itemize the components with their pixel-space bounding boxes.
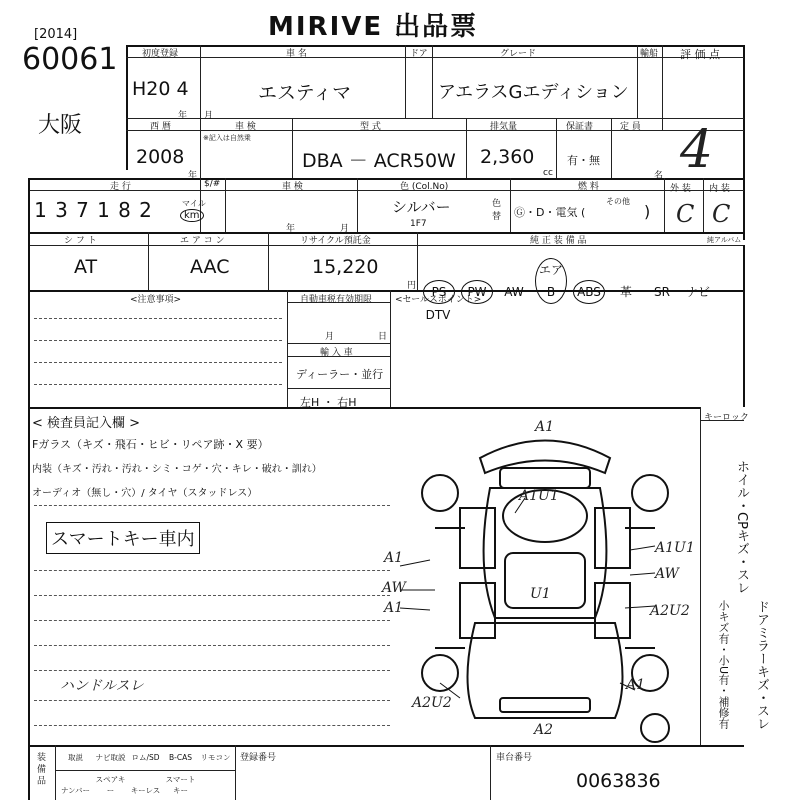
score-label: 評 価 点	[680, 48, 720, 61]
key-lock-label: キーロック	[704, 413, 749, 423]
mileage-digits	[30, 198, 156, 222]
damage-mark-9: U1	[530, 586, 551, 602]
recycle-value: 15,220	[312, 256, 379, 278]
equipment-label: 純 正 装 備 品	[530, 236, 587, 246]
car-name-label: 車 名	[286, 49, 307, 59]
damage-mark-10: A2U2	[412, 695, 452, 711]
reg-no-label: 登録番号	[240, 753, 277, 763]
interior-line: 内装（キズ・汚れ・汚れ・シミ・コゲ・穴・キレ・破れ・訓れ）	[32, 464, 322, 475]
exterior-label: 外 装	[670, 184, 691, 194]
warranty-value: 有・無	[567, 154, 600, 167]
attachment-item: ナンバー	[60, 786, 91, 795]
spare-label: 輸船	[640, 49, 659, 59]
displacement-label: 排気量	[490, 122, 518, 132]
fuel-label: 燃 料	[578, 182, 599, 192]
chassis-number: 0063836	[576, 770, 661, 792]
equipment-item: AW	[504, 285, 524, 299]
capacity-unit: 名	[654, 171, 664, 181]
equipment-item: 革	[619, 285, 632, 299]
auction-location: 大阪	[38, 113, 83, 138]
damage-mark-1: A1	[535, 419, 555, 435]
damage-mark-11: A1	[626, 677, 646, 693]
inspector-title: < 検査員記入欄 >	[32, 416, 141, 431]
caution-label: <注意事項>	[130, 295, 182, 305]
year-unit-2: 年	[188, 171, 198, 181]
mileage-digit: 2	[139, 198, 152, 222]
mileage-digit: 1	[34, 198, 47, 222]
shaken-label-2: 車 検	[282, 182, 303, 192]
score-handwritten: 4	[680, 120, 714, 180]
year-unit-3: 年	[286, 224, 296, 234]
equipment-item: SR	[654, 285, 670, 299]
auto-tax-label: 自動車税有効期限	[300, 295, 373, 305]
repair-note: 小キズ有・小U有・補修有	[717, 600, 730, 730]
km-unit: km	[180, 209, 204, 222]
mileage-digit: 1	[97, 198, 110, 222]
dealer-option: ディーラー・並行	[296, 368, 384, 381]
damage-mark-8: A2U2	[650, 603, 690, 619]
attachment-item: 取説	[68, 753, 83, 762]
cc-unit: cc	[543, 168, 553, 178]
mileage-digit: 7	[76, 198, 89, 222]
seireki-label: 西 暦	[150, 122, 171, 132]
recycle-label: リサイクル預託金	[300, 236, 371, 246]
aircon-value: AAC	[190, 256, 230, 278]
model-label: 型 式	[360, 122, 381, 132]
first-reg-label: 初度登録	[142, 49, 179, 59]
seireki-value: 2008	[136, 146, 185, 168]
attachment-item: B-CAS	[169, 753, 192, 762]
fuel-other: その他	[606, 197, 630, 206]
color-value: シルバー	[392, 198, 451, 216]
shift-value: AT	[74, 256, 98, 278]
damage-mark-7: AW	[655, 566, 679, 582]
tax-day-unit: 日	[378, 332, 388, 342]
model-value: DBA － ACR50W	[302, 150, 456, 172]
audio-line: オーディオ（無し・穴）/ タイヤ（スタッドレス）	[32, 488, 258, 499]
attachment-item: スペアキー	[95, 775, 126, 795]
year-unit: 年	[178, 111, 188, 121]
steering-option: 左H ・ 右H	[300, 396, 357, 409]
interior-label: 内 装	[709, 184, 730, 194]
color-code: 1F7	[410, 219, 427, 229]
lot-number: 60061	[22, 42, 118, 77]
sales-point-label: <セールスポイント>	[395, 295, 482, 305]
wheel-note: ホイル・CPキズ・スレ	[734, 460, 749, 594]
displacement-value: 2,360	[480, 146, 535, 168]
damage-mark-6: A1U1	[655, 540, 695, 556]
damage-mark-5: A1	[384, 600, 404, 616]
color-label: 色 (Col.No)	[400, 182, 449, 192]
attachment-item: リモコン	[200, 753, 231, 762]
car-name: エスティマ	[258, 82, 352, 104]
damage-mark-4: AW	[382, 580, 406, 596]
handle-note: ハンドルスレ	[60, 678, 144, 694]
mileage-label: 走 行	[110, 182, 131, 192]
damage-mark-12: A2	[534, 722, 554, 738]
tax-month-unit: 月	[325, 332, 335, 342]
chassis-label: 車台番号	[496, 753, 533, 763]
fuel-value: Ⓖ・D・電気 (	[514, 206, 586, 219]
attachment-item: スマートキー	[165, 775, 196, 795]
equipment-item: エアB	[535, 258, 567, 304]
warranty-label: 保証書	[566, 122, 594, 132]
equipment-item: DTV	[425, 308, 451, 322]
glass-line: Fガラス（キズ・飛石・ヒビ・リペア跡・X 要）	[32, 438, 269, 451]
month-unit-3: 月	[340, 224, 350, 234]
interior-handwritten: C	[712, 200, 731, 228]
attach-grid	[58, 752, 234, 796]
shaken-label: 車 検	[235, 122, 256, 132]
shift-label: シ フ ト	[64, 236, 97, 246]
yen-unit: 円	[407, 281, 417, 291]
damage-mark-3: A1	[384, 550, 404, 566]
capacity-label: 定 員	[620, 122, 641, 132]
grade: アエラスGエディション	[438, 82, 629, 103]
first-reg-value: H20 4	[132, 78, 189, 100]
smart-key-note: スマートキー車内	[46, 522, 200, 554]
grade-label: グレード	[500, 49, 537, 59]
year-tag: [2014]	[34, 27, 78, 42]
import-label: 輸 入 車	[320, 348, 353, 358]
equipment-item: ABS	[573, 280, 605, 304]
shaken-note: ※記入は自然乗	[203, 134, 251, 142]
form-title: MIRIVE 出品票	[268, 12, 479, 42]
attachment-item: ナビ取説	[95, 753, 126, 762]
month-unit: 月	[204, 111, 214, 121]
color-change-label: 色替	[492, 199, 502, 222]
mileage-digit: 8	[118, 198, 131, 222]
mirror-note: ドアミラーキズ・スレ	[754, 600, 769, 730]
door-label: ドア	[410, 49, 428, 59]
damage-mark-2: A1U1	[519, 488, 559, 504]
mile-unit: マイル	[182, 199, 206, 208]
mileage-digit: 3	[55, 198, 68, 222]
equipment-item: ナビ	[685, 285, 710, 299]
attachment-item: ロム/SD	[131, 753, 160, 762]
aircon-label: エ ア コ ン	[180, 236, 225, 246]
sub-label: 純アルバム	[707, 236, 742, 244]
sharp-label: $/#	[204, 179, 221, 189]
fuel-close: )	[644, 202, 651, 221]
equipment-item: PS	[423, 280, 455, 304]
attach-label: 装 備 品	[35, 752, 45, 785]
equipment-item: PW	[461, 280, 493, 304]
exterior-handwritten: C	[676, 200, 695, 228]
attachment-item: キーレス	[130, 786, 161, 795]
